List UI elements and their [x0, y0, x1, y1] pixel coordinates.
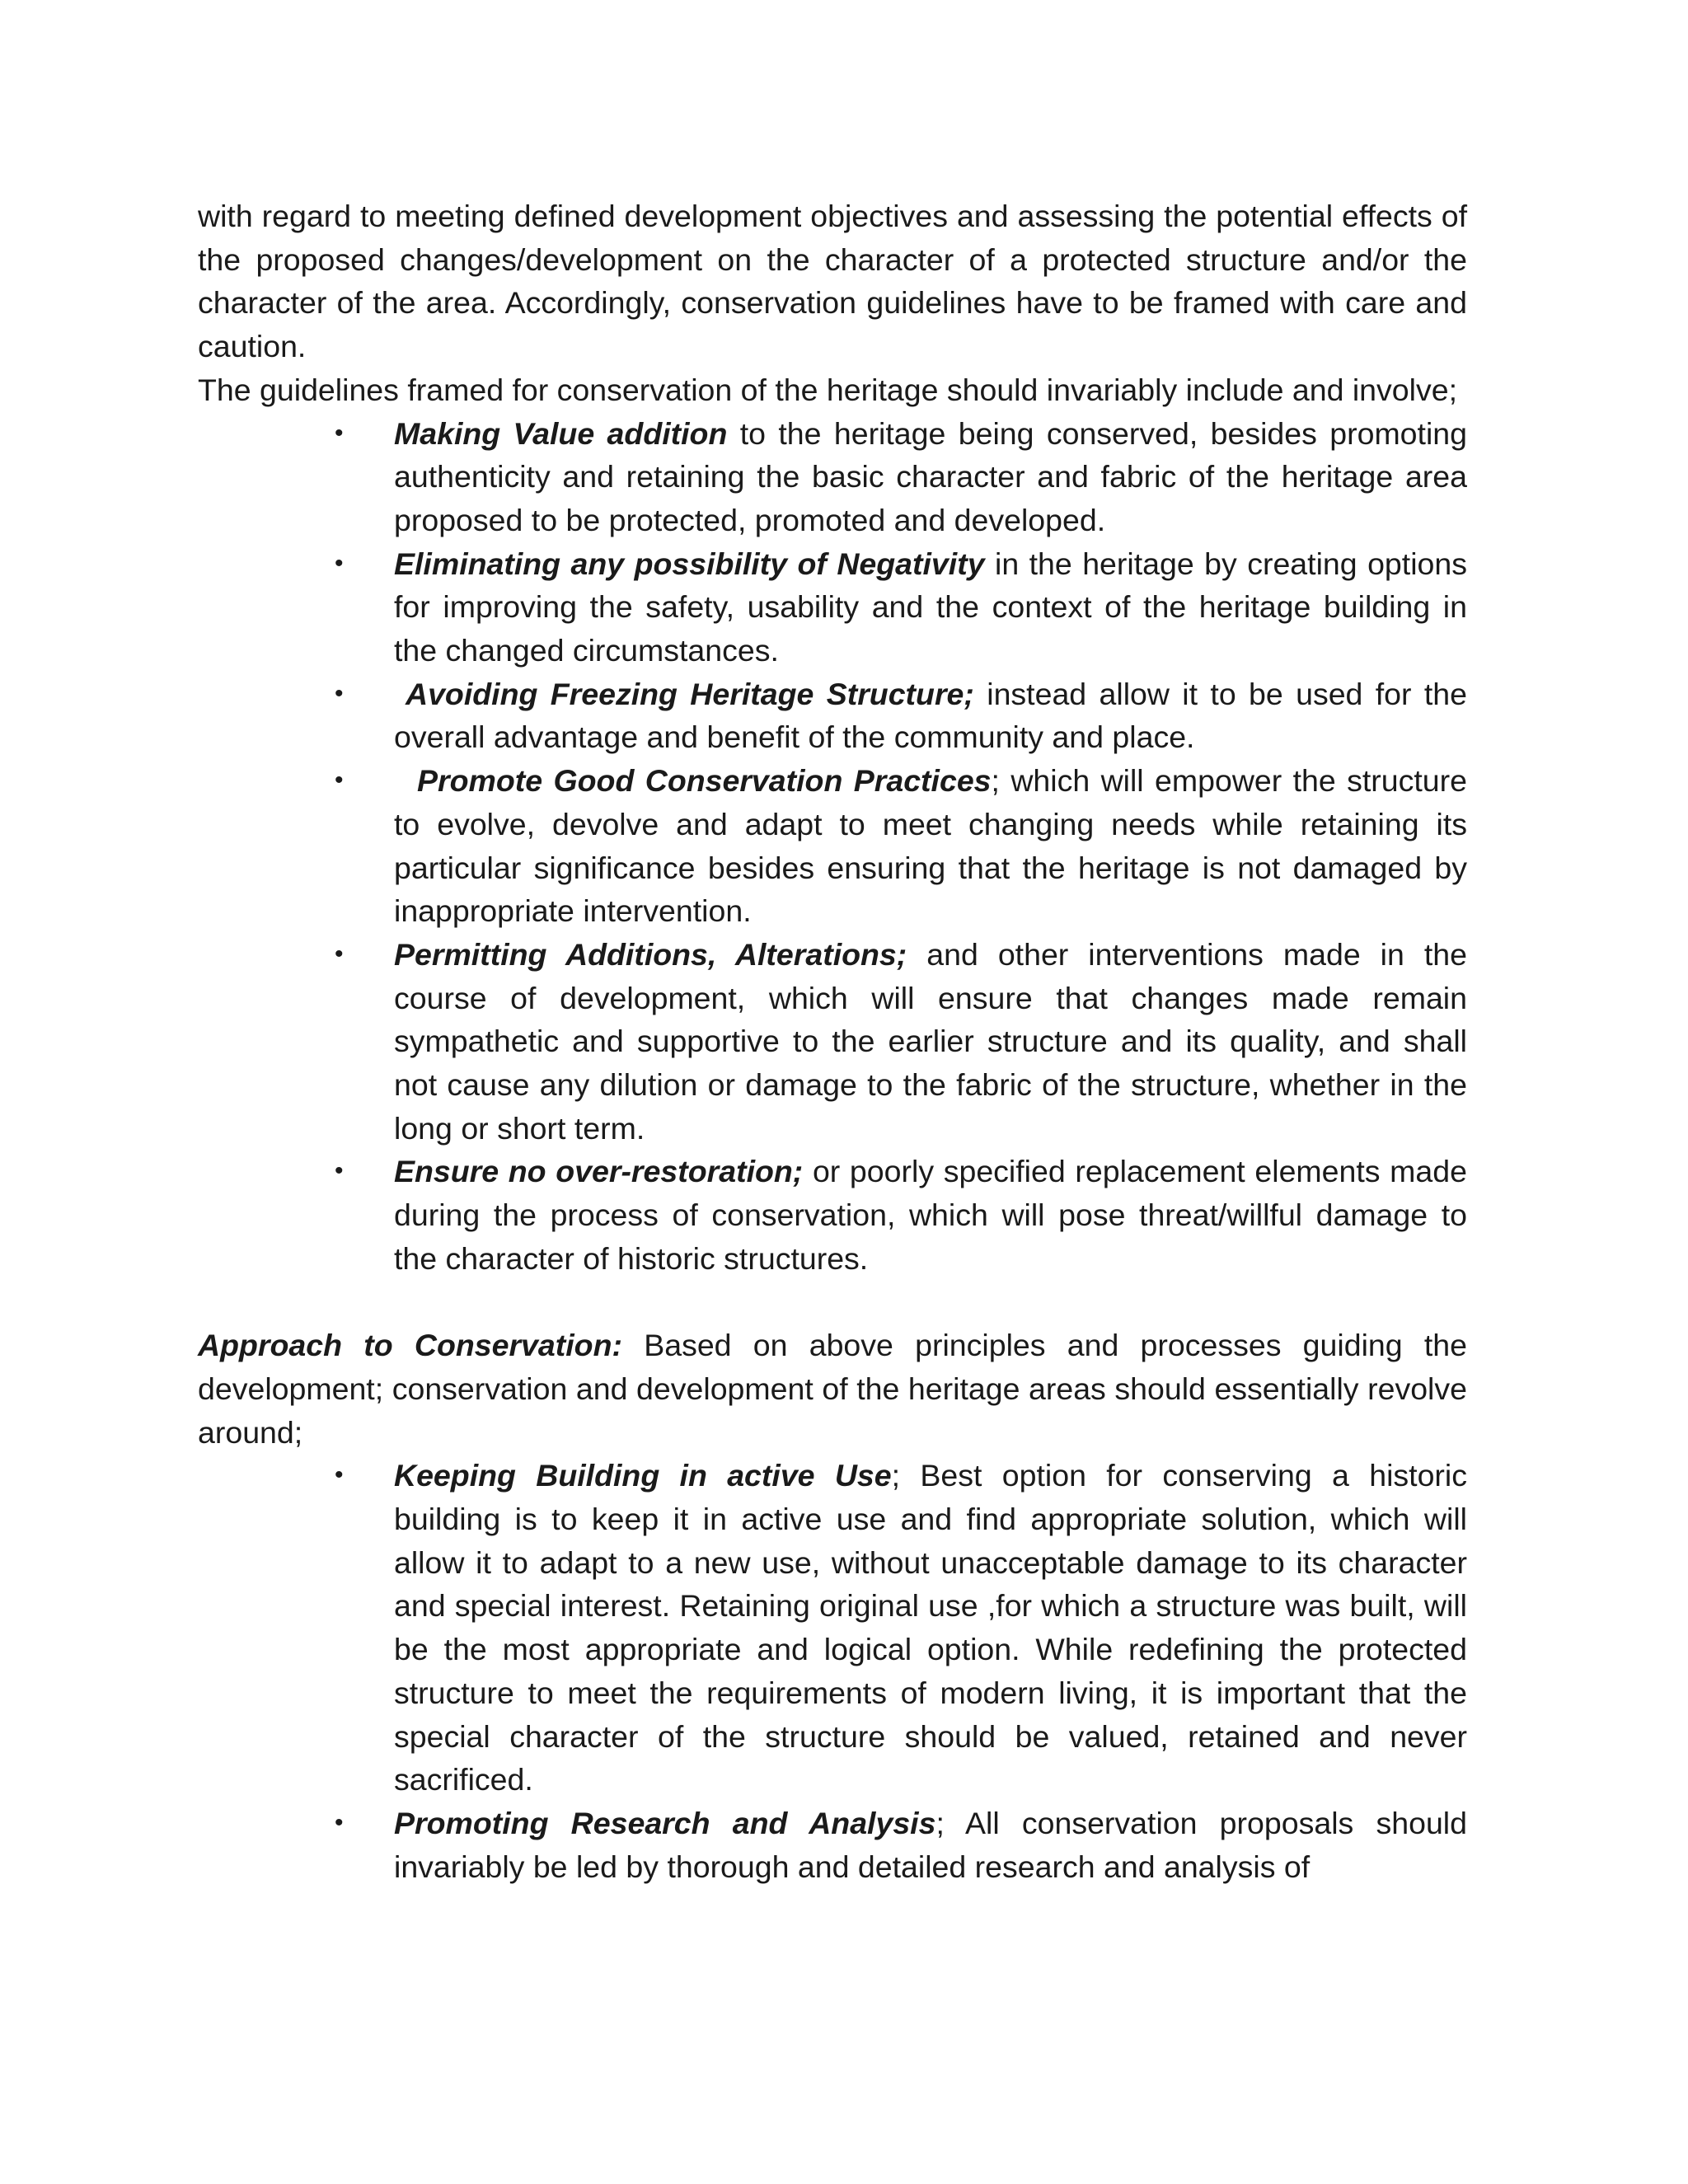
guideline-term: Making Value addition — [394, 415, 728, 451]
list-item — [335, 412, 1467, 542]
guideline-text: to the heritage being conserved, besides promoting authenticity and retaining the basic character and fabric of the heritage area proposed to be protected, promoted and developed. — [394, 415, 1467, 537]
guideline-term: Avoiding Freezing Heritage Structure; — [406, 676, 974, 711]
document-page — [198, 194, 1467, 1888]
approach-list — [198, 1454, 1467, 1888]
bullet-icon: • — [335, 679, 344, 707]
bullet-icon: • — [335, 549, 344, 577]
list-item — [335, 759, 1467, 933]
list-item — [335, 933, 1467, 1151]
approach-text: Based on above principles and processes guiding the development; conservation and development of the heritage areas should essentially revolve around; — [198, 1328, 1467, 1450]
bullet-icon: • — [335, 1809, 344, 1836]
bullet-icon: • — [335, 1157, 344, 1185]
list-item — [335, 542, 1467, 673]
bullet-icon: • — [335, 1461, 344, 1489]
guideline-text: or poorly specified replacement elements made during the process of conservation, which will pose threat/willful damage to the character of historic structures. — [394, 1154, 1467, 1276]
approach-item-text: ; Best option for conserving a historic building is to keep it in active use and find appropriate solution, which will allow it to adapt to a new use, without unacceptable damage to its character and special interest. Retaining original use ,for which a structure was built, will be the most appropriate and logical option. While redefining the protected structure to meet the requirements of modern living, it is important that the special character of the structure should be valued, retained and never sacrificed. — [394, 1458, 1467, 1797]
guideline-text: instead allow it to be used for the overall advantage and benefit of the community and place. — [394, 676, 1467, 755]
guideline-text: in the heritage by creating options for improving the safety, usability and the context of the heritage building in the changed circumstances. — [394, 546, 1467, 668]
guideline-term: Promote Good Conservation Practices — [417, 763, 992, 799]
paragraph-spacer — [198, 1281, 1467, 1324]
approach-paragraph — [198, 1324, 1467, 1454]
approach-term: Keeping Building in active Use — [394, 1458, 892, 1493]
bullet-icon: • — [335, 419, 344, 447]
guideline-term: Permitting Additions, Alterations; — [394, 936, 907, 972]
guidelines-list — [198, 412, 1467, 1281]
guidelines-intro: The guidelines framed for conservation of the heritage should invariably include and involve; — [198, 372, 1457, 407]
guideline-term: Eliminating any possibility of Negativity — [394, 546, 985, 581]
list-item — [335, 1802, 1467, 1888]
guideline-term: Ensure no over-restoration; — [394, 1154, 804, 1189]
list-item — [335, 673, 1467, 759]
approach-item-text: ; All conservation proposals should invariably be led by thorough and detailed research and analysis of — [394, 1806, 1467, 1884]
approach-term: Promoting Research and Analysis — [394, 1806, 936, 1840]
guideline-text: and other interventions made in the course of development, which will ensure that changes made remain sympathetic and supportive to the earlier structure and its quality, and shall not cause any dilution or damage to the fabric of the structure, whether in the long or short term. — [394, 936, 1467, 1146]
bullet-icon: • — [335, 766, 344, 794]
list-item — [335, 1150, 1467, 1280]
approach-heading: Approach to Conservation: — [198, 1328, 622, 1363]
bullet-icon: • — [335, 940, 344, 968]
intro-paragraph: with regard to meeting defined development objectives and assessing the potential effects of the proposed changes/development on the character of a protected structure and/or the character of the area. Accordingly, conservation guidelines have to be framed with care and caution. — [198, 199, 1467, 364]
guideline-text: ; which will empower the structure to evolve, devolve and adapt to meet changing needs while retaining its particular significance besides ensuring that the heritage is not damaged by inappropriate intervention. — [394, 763, 1467, 929]
list-item — [335, 1454, 1467, 1802]
